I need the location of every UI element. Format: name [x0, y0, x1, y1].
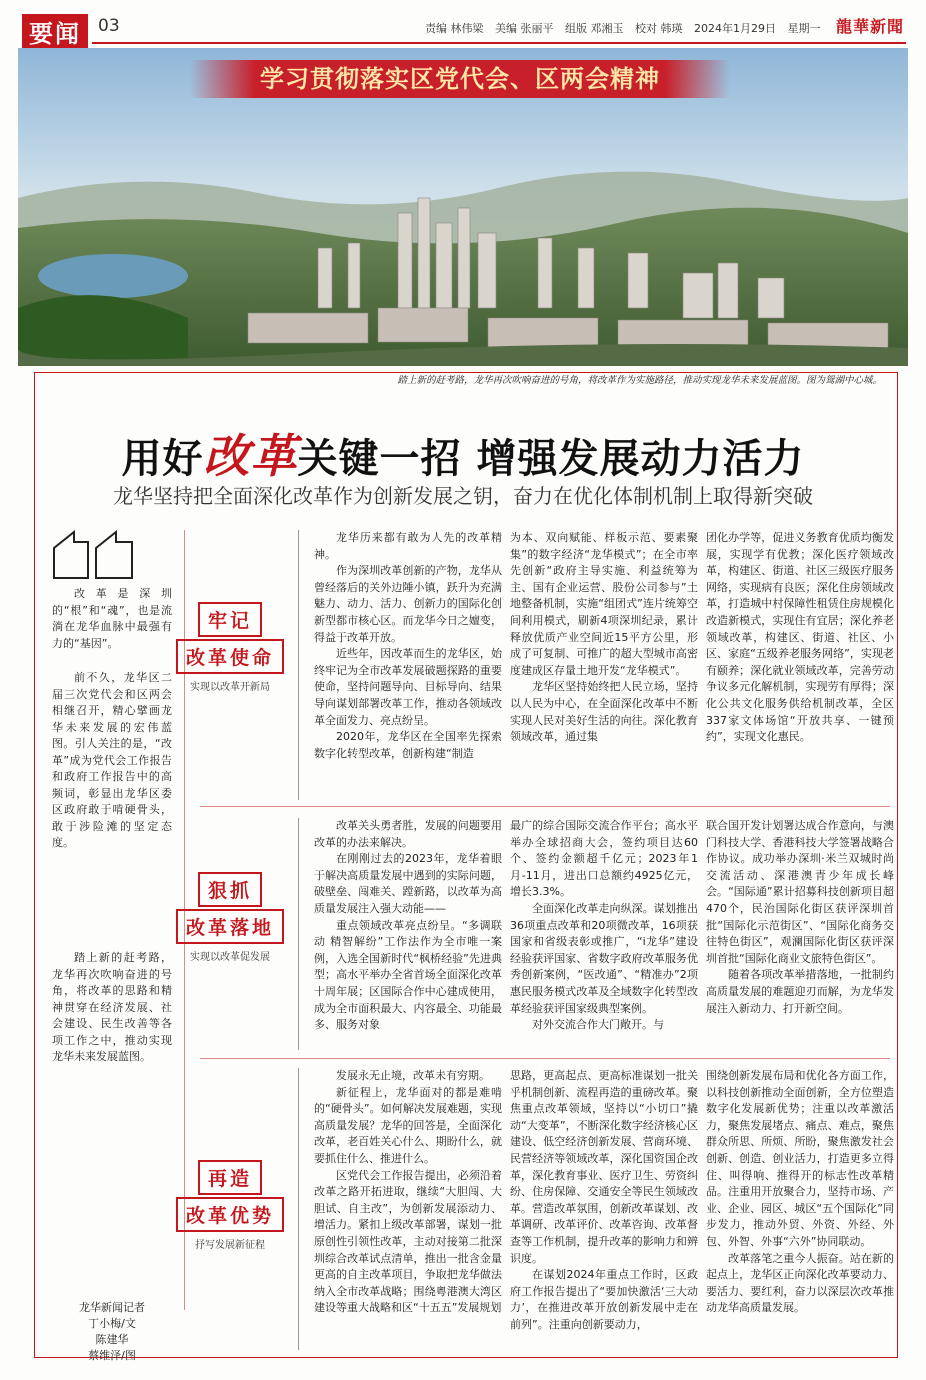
- subhead: 龙华坚持把全面深化改革作为创新发展之钥，奋力在优化体制机制上取得新突破: [113, 484, 813, 508]
- section-2-column-2: [510, 818, 698, 1034]
- section-3-column-2: [510, 1068, 698, 1334]
- paragraph: 近些年，因改革而生的龙华区，始终牢记为全市改革发展破题探路的重要使命，坚持问题导向、目标导向、结果导向谋划部署改革工作，推动各领域改革全面发力、亮点纷呈。: [314, 647, 502, 727]
- paragraph: 龙华历来都有敢为人先的改革精神。: [314, 531, 502, 561]
- section-2-stamp: [175, 872, 285, 963]
- section-1-column-3: [706, 530, 894, 746]
- paragraph: 新征程上，龙华面对的都是难啃的“硬骨头”。如何解决发展难题，实现高质量发展？龙华的回答是，全面深化改革，老百姓关心什么、期盼什么，就要抓住什么、推进什么。: [314, 1085, 502, 1165]
- section-1-column-2: [510, 530, 698, 746]
- paragraph: 龙华区坚持始终把人民立场，坚持以人民为中心，在全面深化改革中不断实现人民对美好生活的向往。深化教育领域改革，通过集: [510, 680, 698, 744]
- section-3-column-1: [314, 1068, 502, 1317]
- paragraph: 围绕创新发展布局和优化各方面工作，以科技创新推动全面创新，全方位塑造数字化发展新优势；注重以改革激活力，聚焦发展堵点、痛点、难点，聚焦群众所思、所烦、所盼，聚焦激发社会创新、创造、创业活力，打造更多立得住、叫得响、推得开的标志性改革精品。注重用开放聚合力，坚持市场、产业、企业、园区、城区“五个国际化”同步发力，推动外贸、外资、外经、外包、外智、外事“六外”协同联动。: [706, 1069, 894, 1248]
- masthead-rule: [92, 42, 906, 44]
- byline-line-3: 陈建华: [95, 1333, 129, 1346]
- paragraph: 发展永无止境，改革未有穷期。: [336, 1069, 490, 1082]
- page-number: 03: [98, 16, 120, 36]
- section-tag: 要闻: [22, 14, 88, 54]
- newspaper-logo: 龍華新聞: [836, 17, 905, 36]
- quote-mark-icon: [52, 530, 136, 584]
- intro-paragraph-2: 前不久，龙华区二届三次党代会和区两会相继召开，精心擘画龙华未来发展的宏伟蓝图。引人关注的是，“改革”成为党代会工作报告和政府工作报告中的高频词，彰显出龙华区委区政府敢于啃硬骨头，敢于涉险滩的坚定态度。: [52, 671, 172, 849]
- paragraph: 思路，更高起点、更高标准谋划一批关乎机制创新、流程再造的重磅改革。聚焦重点改革领域，坚持以“小切口”撬动“大变革”，不断深化数字经济核心区建设、低空经济创新发展、营商环境、民营经济等领域改革，深化国资国企改革，深化教育事业、医疗卫生、劳资纠纷、住房保障、交通安全等民生领域改革。营造改革氛围，创新改革谋划、改革调研、改革评价、改革咨询、改革督查等工作机制，提升改革的影响力和辨识度。: [510, 1069, 698, 1265]
- section-2-column-1: [314, 818, 502, 1034]
- paragraph: 团化办学等，促进义务教育优质均衡发展，实现学有优教；深化医疗领域改革，构建区、街道、社区三级医疗服务网络，实现病有良医；深化住房领域改革，打造城中村保障性租赁住房规模化改造新模式，实现住有宜居；深化养老领域改革，构建区、街道、社区、小区、家庭“五级养老服务网络”，实现老有颐养；深化就业领域改革，完善劳动争议多元化解机制，实现劳有厚得；深化公共文化服务供给机制改革，全区337家文体场馆“开放共享、一键预约”，实现文化惠民。: [706, 531, 894, 744]
- paragraph: 最广的综合国际交流合作平台；高水平举办全球招商大会，签约项目达60个、签约金额超千亿元；2023年1月-11月，进出口总额约4925亿元，增长3.3%。: [510, 819, 698, 899]
- paragraph: 改革关头勇者胜，发展的问题要用改革的办法来解决。: [314, 819, 502, 849]
- meta-editor: 责编 林伟梁: [425, 22, 484, 35]
- section-1-stamp: [175, 602, 285, 693]
- section-2-divider: [298, 818, 299, 1050]
- masthead-meta: [425, 20, 829, 36]
- section-1-title-1: 牢记: [198, 602, 262, 637]
- intro-paragraph-1: 改革是深圳的“根”和“魂”，也是流淌在龙华血脉中最强有力的“基因”。: [52, 587, 172, 650]
- paragraph: 重点领域改革亮点纷呈。“多调联动 精智解纷”工作法作为全市唯一案例，入选全国新时代“枫桥经验”先进典型；高水平举办全省首场全面深化改革十周年展；区国际合作中心建成使用，成为全市面积最大、内容最全、功能最多、服务对象: [314, 918, 502, 1032]
- section-3-subtitle: 抒写发展新征程: [195, 1240, 265, 1251]
- paragraph: 随着各项改革举措落地，一批制约高质量发展的难题迎刃而解，为龙华发展注入新动力、打开新空间。: [706, 968, 894, 1015]
- paragraph: 联合国开发计划署达成合作意向，与澳门科技大学、香港科技大学签署战略合作协议。成功举办深圳·米兰双城时尚交流活动、深港澳青少年成长峰会。“国际通”累计招募科技创新项目超470个，民治国际化街区获评深圳首批“国际化示范街区”、“国际化商务交往特色街区”，观澜国际化街区获评深圳首批“国际化商业文旅特色街区”。: [706, 819, 894, 965]
- section-3-column-3: [706, 1068, 894, 1317]
- paragraph: 2020年，龙华区在全国率先探索数字化转型改革，创新构建“制造: [314, 730, 502, 760]
- section-2-title-2: 改革落地: [176, 909, 284, 944]
- section-1-divider: [298, 530, 299, 800]
- section-2-subtitle: 实现以改革促发展: [190, 952, 270, 963]
- photo-caption: 踏上新的赶考路，龙华再次吹响奋进的号角，将改革作为实施路径，推动实现龙华未来发展蓝图。图为鸳湖中心城。: [397, 375, 882, 386]
- section-1-title-2: 改革使命: [176, 639, 284, 674]
- section-3-stamp: [175, 1160, 285, 1251]
- byline: [48, 1300, 176, 1364]
- meta-layout: 组版 邓湘玉: [565, 22, 624, 35]
- section-2-title-1: 狠抓: [198, 872, 262, 907]
- section-separator: [200, 806, 890, 807]
- banner-title: 学习贯彻落实区党代会、区两会精神: [190, 60, 730, 98]
- byline-line-2: 丁小梅/文: [88, 1317, 136, 1330]
- headline-part1: 用好: [121, 436, 204, 482]
- paragraph: 为本、双向赋能、样板示范、要素聚集”的数字经济“龙华模式”；在全市率先创新“政府主导实施、利益统筹为主、国有企业运营、股份公司参与”土地整备机制，实施“组团式”连片统筹空间利用模式，刷新4项深圳纪录，累计释放优质产业空间近15平方公里，形成了可复制、可推广的超大型城市高密度建成区存量土地开发“龙华模式”。: [510, 531, 698, 677]
- section-1-subtitle: 实现以改革开新局: [190, 682, 270, 693]
- paragraph: 在刚刚过去的2023年，龙华着眼于解决高质量发展中遇到的实际问题，破壁垒、闯难关、蹚新路，以改革为高质量发展注入强大动能——: [314, 852, 502, 915]
- paragraph: 作为深圳改革创新的产物，龙华从曾经落后的关外边陲小镇，跃升为充满魅力、动力、活力、创新力的国际化创新型都市核心区。而龙华今日之嬗变，得益于改革开放。: [314, 564, 502, 644]
- section-3-title-2: 改革优势: [176, 1197, 284, 1232]
- headline-emphasis: 改革: [203, 429, 298, 483]
- meta-weekday: 星期一: [787, 22, 821, 35]
- section-separator: [200, 1058, 890, 1059]
- paragraph: 改革落笔之重今人振奋。站在新的起点上，龙华区正向深化改革要动力、要活力、要红利，奋力以深层次改革推动龙华高质量发展。: [706, 1251, 894, 1315]
- paragraph: 对外交流合作大门敞开。与: [532, 1018, 664, 1032]
- paragraph: 在谋划2024年重点工作时，区政府工作报告提出了“要加快激活‘三大动力’，在推进改革开放创新发展中走在前列”。注重向创新要动力，: [510, 1268, 698, 1331]
- intro-paragraph-3: 踏上新的赶考路，龙华再次吹响奋进的号角，将改革的思路和精神贯穿在经济发展、社会建设、民生改善等各项工作之中，推动实现龙华未来发展蓝图。: [52, 951, 172, 1063]
- meta-date: 2024年1月29日: [694, 22, 776, 35]
- byline-line-1: 龙华新闻记者: [79, 1301, 145, 1314]
- meta-proofreader: 校对 韩瑛: [635, 22, 683, 35]
- section-2-column-3: [706, 818, 894, 1017]
- byline-line-4: 蔡维泽/图: [88, 1349, 136, 1362]
- section-3-divider: [298, 1068, 299, 1350]
- headline: [40, 420, 886, 486]
- section-1-column-1: [314, 530, 502, 762]
- meta-designer: 美编 张丽平: [495, 22, 554, 35]
- paragraph: 全面深化改革走向纵深。谋划推出36项重点改革和20项微改革，16项获国家和省级表彰或推广，“i龙华”建设经验获评国家、省数字政府改革服务优秀创新案例，“医改通”、“精准办”2项惠民服务模式改革及全域数字化转型改革经验获评国家级典型案例。: [510, 901, 698, 1015]
- paragraph: 区党代会工作报告提出，必须沿着改革之路开拓进取，继续“大胆闯、大胆试、自主改”，为创新发展添动力、增活力。紧扣上级改革部署，谋划一批原创性引领性改革，主动对接第二批深圳综合改革试点清单，推出一批含金量更高的自主改革项目，争取把龙华做法纳入全市改革战略；围绕粤港澳大湾区建设等重大战略和区“十五五”发展规划: [314, 1168, 502, 1315]
- section-3-title-1: 再造: [198, 1160, 262, 1195]
- headline-part3: 关键一招 增强发展动力活力: [297, 436, 805, 482]
